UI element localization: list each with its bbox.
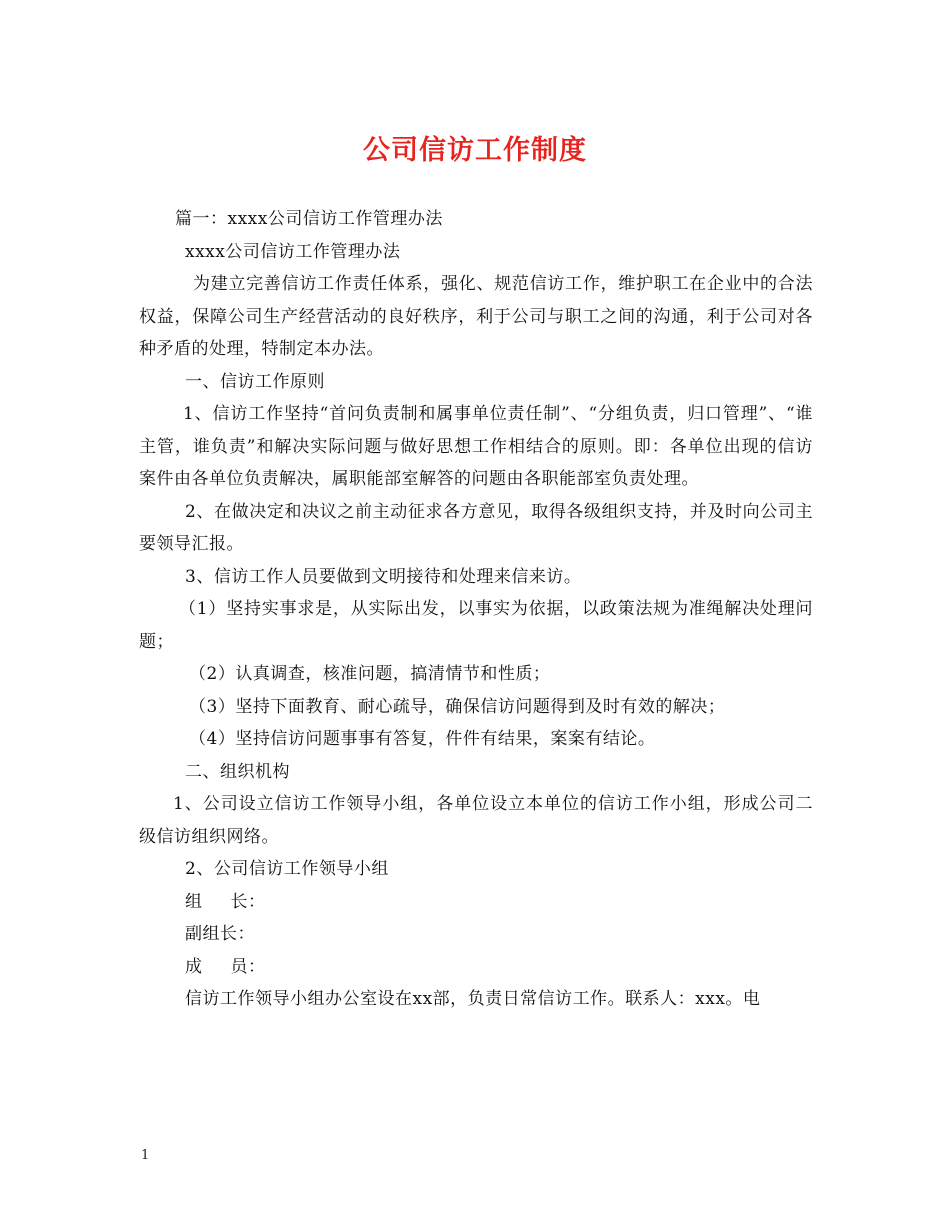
role-leader-rest: 长：: [230, 891, 266, 912]
page-number: 1: [141, 1148, 150, 1163]
document-body: [139, 203, 813, 1016]
principle-item-3: 3、信访工作人员要做到文明接待和处理来信来访。: [185, 566, 582, 587]
principle-subitem-4: （4）坚持信访问题事事有答复，件件有结果，案案有结论。: [189, 729, 656, 749]
role-member-char: 成: [185, 956, 203, 977]
role-member-line: [139, 951, 813, 984]
organization-item-1: 1、公司设立信访工作领导小组，各单位设立本单位的信访工作小组，形成公司二级信访组织网络。: [139, 794, 813, 847]
role-member-rest: 员：: [230, 956, 266, 977]
role-leader-char: 组: [185, 891, 203, 912]
office-paragraph: 信访工作领导小组办公室设在xx部，负责日常信访工作。联系人：xxx。电: [185, 989, 761, 1009]
principle-subitem-3: （3）坚持下面教育、耐心疏导，确保信访问题得到及时有效的解决；: [189, 696, 726, 717]
role-deputy-line: 副组长：: [185, 924, 255, 944]
principle-item-1: 1、信访工作坚持“首问负责制和属事单位责任制”、“分组负责，归口管理”、“谁主管，谁负责”和解决实际问题与做好思想工作相结合的原则。即：各单位出现的信访案件由各单位负责解决，属职能部室解答的问题由各职能部室负责处理。: [139, 404, 813, 489]
principle-subitem-1: （1）坚持实事求是，从实际出发，以事实为依据，以政策法规为准绳解决处理问题；: [139, 599, 813, 652]
section-heading-principles: 一、信访工作原则: [185, 371, 325, 392]
section-heading-organization: 二、组织机构: [185, 761, 290, 782]
chapter-heading: 篇一：xxxx公司信访工作管理办法: [175, 209, 443, 229]
principle-subitem-2: （2）认真调查，核准问题，搞清情节和性质；: [189, 664, 551, 684]
role-leader-line: [139, 886, 813, 919]
subtitle-line: xxxx公司信访工作管理办法: [185, 241, 401, 262]
organization-item-2: 2、公司信访工作领导小组: [185, 859, 389, 879]
document-title: 公司信访工作制度: [363, 135, 587, 166]
principle-item-2: 2、在做决定和决议之前主动征求各方意见，取得各级组织支持，并及时向公司主要领导汇报。: [139, 501, 813, 554]
intro-paragraph: 为建立完善信访工作责任体系，强化、规范信访工作，维护职工在企业中的合法权益，保障公司生产经营活动的良好秩序，利于公司与职工之间的沟通，利于公司对各种矛盾的处理，特制定本办法。: [139, 274, 813, 359]
